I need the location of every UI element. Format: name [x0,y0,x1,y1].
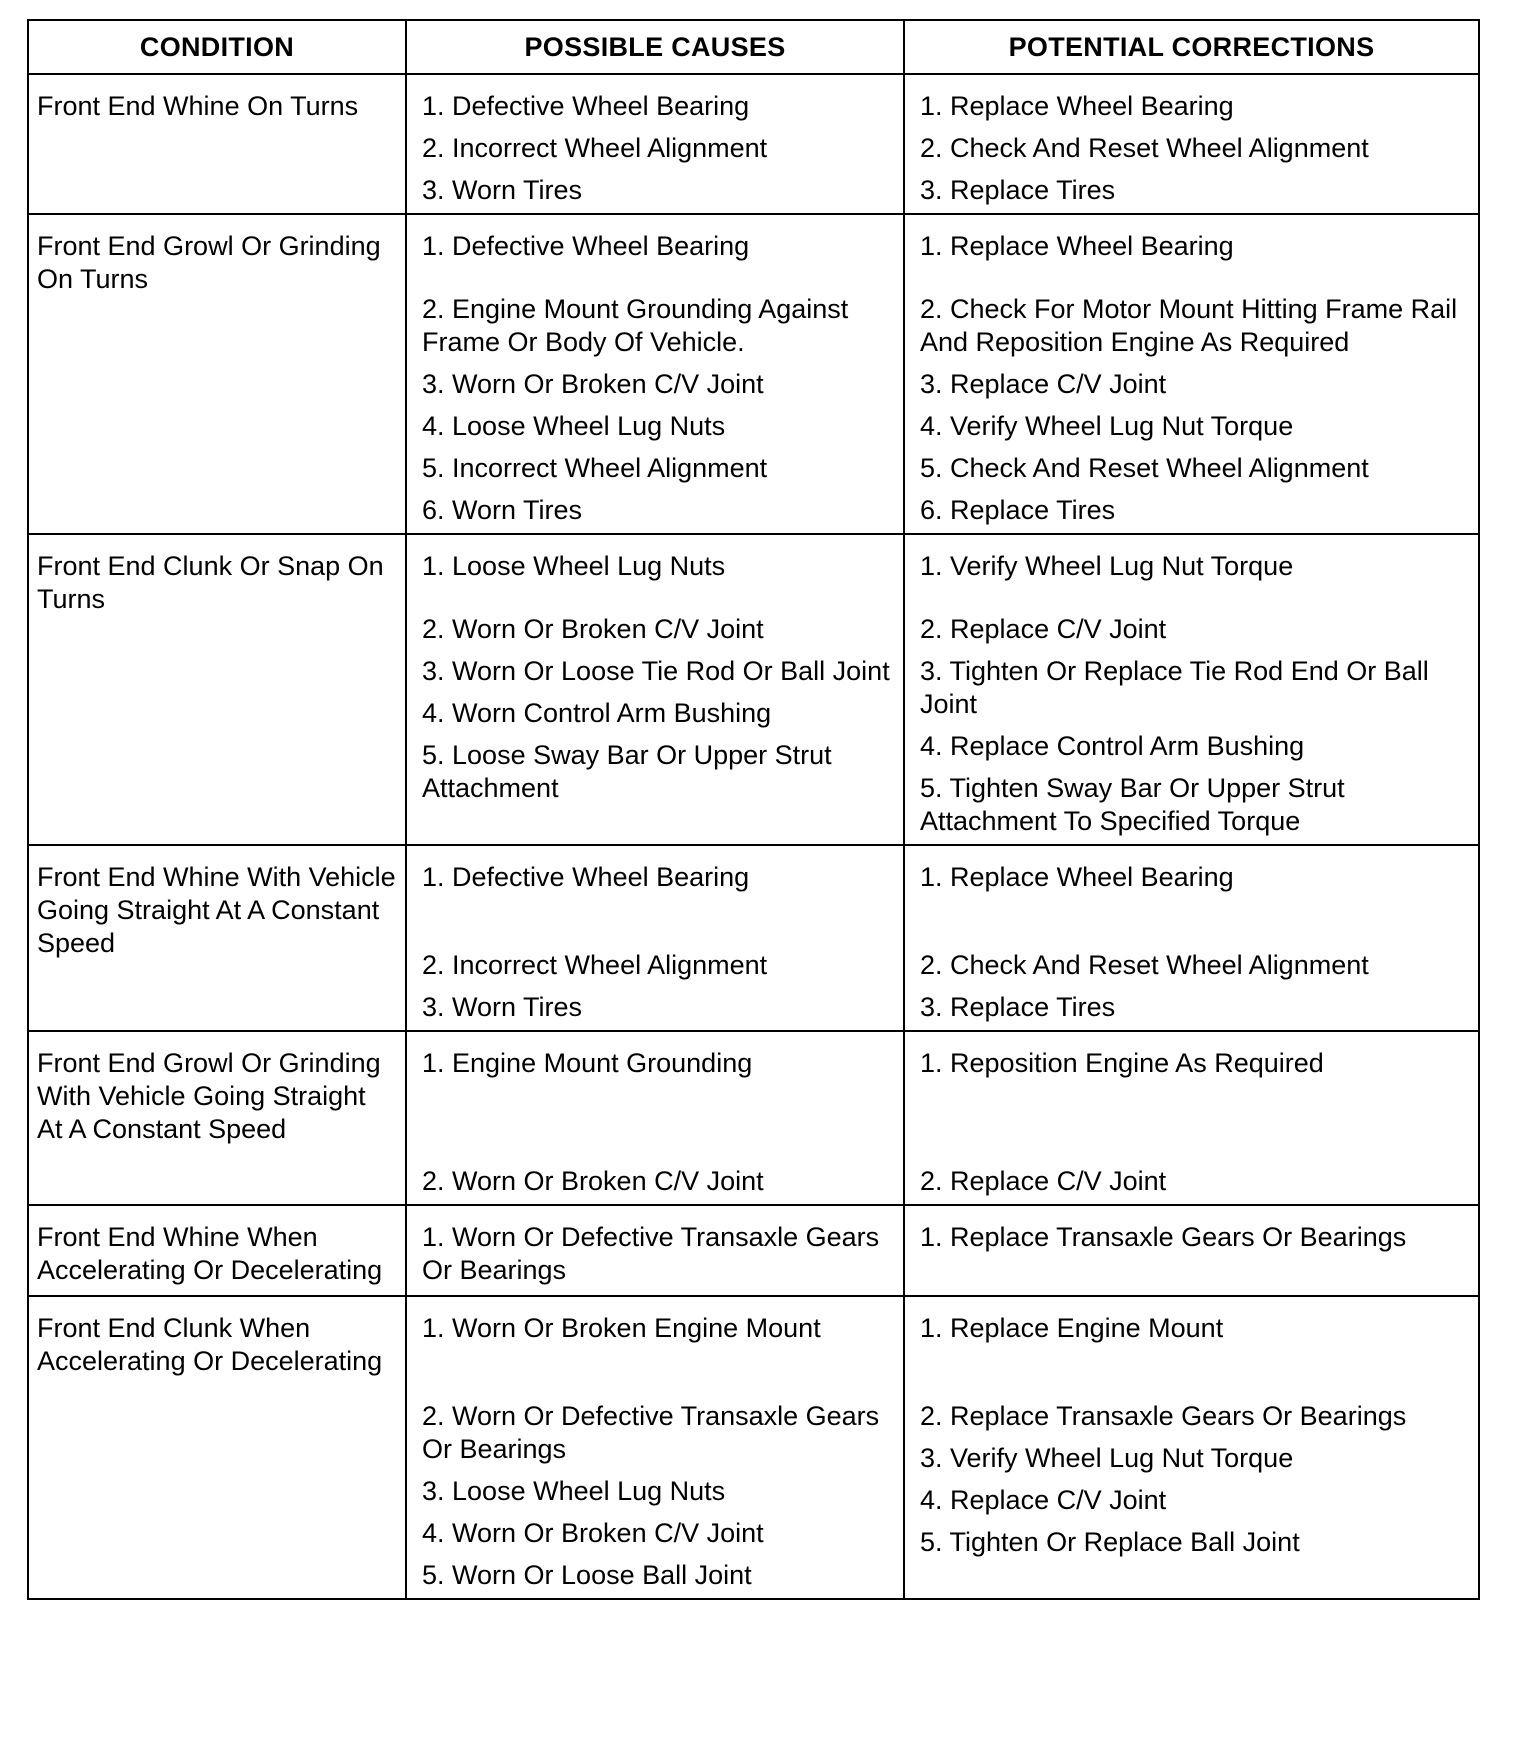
correction-item: 2. Check And Reset Wheel Alignment [920,133,1369,163]
correction-item: 4. Replace C/V Joint [920,1485,1167,1515]
condition-cell [28,1205,406,1296]
cause-item: 2. Worn Or Defective Transaxle Gears Or Bearings [422,1401,880,1464]
cause-item: 1. Worn Or Defective Transaxle Gears Or Bearings [422,1222,880,1285]
cause-item: 3. Loose Wheel Lug Nuts [422,1476,726,1506]
cause-item: 5. Incorrect Wheel Alignment [422,453,768,483]
correction-item: 5. Tighten Or Replace Ball Joint [920,1527,1300,1557]
correction-item: 4. Replace Control Arm Bushing [920,731,1305,761]
condition-text: Front End Growl Or Grinding On Turns [37,231,381,294]
correction-item: 5. Check And Reset Wheel Alignment [920,453,1369,483]
condition-text: Front End Whine When Accelerating Or Decelerating [37,1222,383,1285]
possible-causes-cell [406,1205,904,1296]
possible-causes-cell [406,1296,904,1599]
table-row [28,845,1479,1031]
condition-text: Front End Whine With Vehicle Going Straight At A Constant Speed [37,862,396,958]
potential-corrections-cell [904,1031,1479,1205]
table-row [28,1031,1479,1205]
potential-corrections-cell [904,214,1479,534]
table-row [28,74,1479,214]
cause-item: 1. Loose Wheel Lug Nuts [422,551,726,581]
condition-cell [28,534,406,845]
cause-item: 4. Loose Wheel Lug Nuts [422,411,726,441]
cause-item: 2. Engine Mount Grounding Against Frame Or Body Of Vehicle. [422,294,849,357]
condition-text: Front End Growl Or Grinding With Vehicle Going Straight At A Constant Speed [37,1048,381,1144]
correction-item: 2. Check And Reset Wheel Alignment [920,950,1369,980]
cause-item: 1. Defective Wheel Bearing [422,231,750,261]
correction-item: 6. Replace Tires [920,495,1116,525]
cause-item: 6. Worn Tires [422,495,583,525]
correction-item: 4. Verify Wheel Lug Nut Torque [920,411,1294,441]
table-row [28,534,1479,845]
cause-item: 3. Worn Or Loose Tie Rod Or Ball Joint [422,656,890,686]
table-body [28,74,1479,1599]
correction-item: 1. Replace Engine Mount [920,1313,1224,1343]
condition-text: Front End Whine On Turns [37,91,359,121]
header-potential-corrections: POTENTIAL CORRECTIONS [904,20,1479,74]
correction-item: 3. Tighten Or Replace Tie Rod End Or Ball Joint [920,656,1429,719]
possible-causes-cell [406,214,904,534]
potential-corrections-cell [904,845,1479,1031]
correction-item: 1. Reposition Engine As Required [920,1048,1324,1078]
potential-corrections-cell [904,74,1479,214]
correction-item: 3. Verify Wheel Lug Nut Torque [920,1443,1294,1473]
condition-cell [28,845,406,1031]
cause-item: 1. Defective Wheel Bearing [422,862,750,892]
cause-item: 2. Incorrect Wheel Alignment [422,950,768,980]
correction-item: 1. Replace Transaxle Gears Or Bearings [920,1222,1407,1252]
cause-item: 1. Engine Mount Grounding [422,1048,753,1078]
potential-corrections-cell [904,1205,1479,1296]
condition-cell [28,74,406,214]
cause-item: 3. Worn Tires [422,992,583,1022]
potential-corrections-cell [904,534,1479,845]
condition-cell [28,214,406,534]
correction-item: 1. Replace Wheel Bearing [920,862,1234,892]
cause-item: 5. Loose Sway Bar Or Upper Strut Attachment [422,740,832,803]
cause-item: 1. Defective Wheel Bearing [422,91,750,121]
correction-item: 3. Replace Tires [920,175,1116,205]
table-row [28,1205,1479,1296]
table-row [28,1296,1479,1599]
diagnosis-table [27,19,1480,1600]
possible-causes-cell [406,534,904,845]
cause-item: 4. Worn Control Arm Bushing [422,698,772,728]
condition-cell [28,1296,406,1599]
correction-item: 5. Tighten Sway Bar Or Upper Strut Attachment To Specified Torque [920,773,1345,836]
table-row [28,214,1479,534]
correction-item: 3. Replace Tires [920,992,1116,1022]
correction-item: 2. Check For Motor Mount Hitting Frame Rail And Reposition Engine As Required [920,294,1458,357]
header-condition: CONDITION [28,20,406,74]
correction-item: 2. Replace C/V Joint [920,614,1167,644]
possible-causes-cell [406,1031,904,1205]
header-possible-causes: POSSIBLE CAUSES [406,20,904,74]
correction-item: 2. Replace C/V Joint [920,1166,1167,1196]
correction-item: 1. Replace Wheel Bearing [920,91,1234,121]
correction-item: 1. Replace Wheel Bearing [920,231,1234,261]
cause-item: 2. Incorrect Wheel Alignment [422,133,768,163]
cause-item: 2. Worn Or Broken C/V Joint [422,1166,764,1196]
correction-item: 1. Verify Wheel Lug Nut Torque [920,551,1294,581]
table-header [28,20,1479,74]
cause-item: 1. Worn Or Broken Engine Mount [422,1313,821,1343]
condition-cell [28,1031,406,1205]
potential-corrections-cell [904,1296,1479,1599]
condition-text: Front End Clunk Or Snap On Turns [37,551,384,614]
cause-item: 3. Worn Or Broken C/V Joint [422,369,764,399]
possible-causes-cell [406,845,904,1031]
cause-item: 2. Worn Or Broken C/V Joint [422,614,764,644]
possible-causes-cell [406,74,904,214]
cause-item: 4. Worn Or Broken C/V Joint [422,1518,764,1548]
header-row [28,20,1479,74]
cause-item: 5. Worn Or Loose Ball Joint [422,1560,752,1590]
cause-item: 3. Worn Tires [422,175,583,205]
correction-item: 3. Replace C/V Joint [920,369,1167,399]
condition-text: Front End Clunk When Accelerating Or Decelerating [37,1313,383,1376]
correction-item: 2. Replace Transaxle Gears Or Bearings [920,1401,1407,1431]
